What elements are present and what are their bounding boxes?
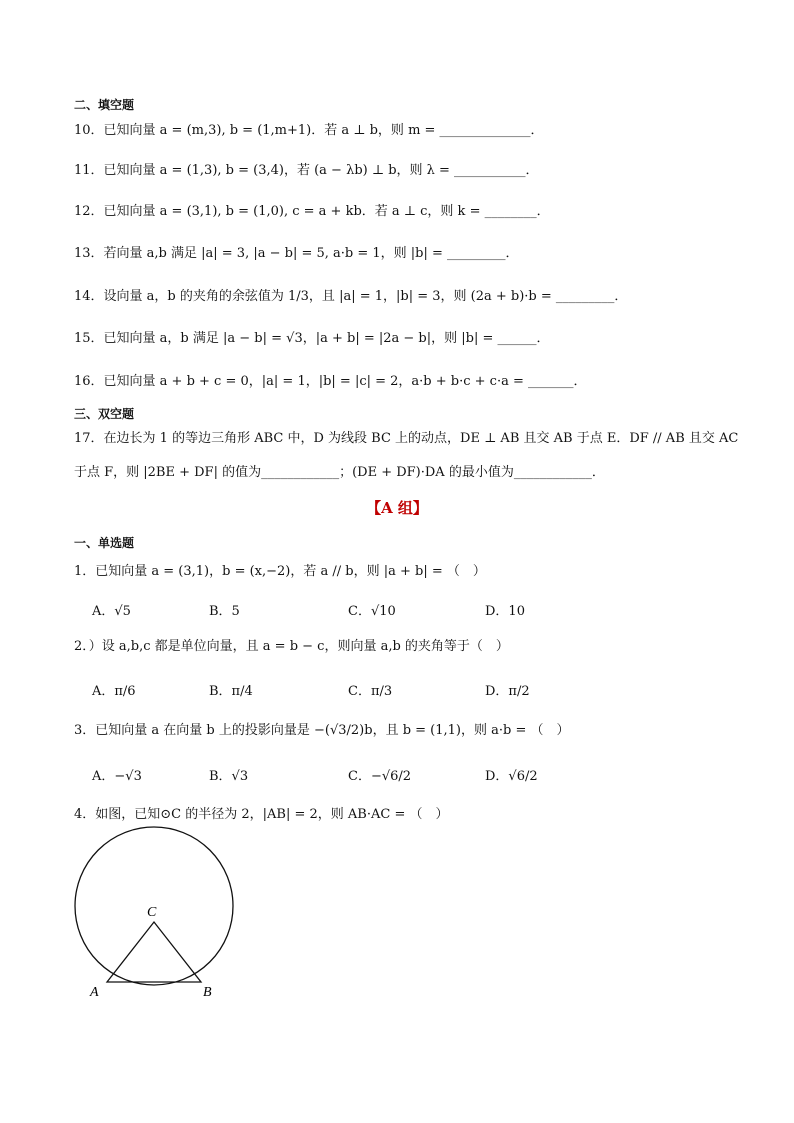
section-double-blank: 三、双空题	[74, 407, 135, 421]
section-fill-blank: 二、填空题	[74, 98, 135, 112]
question-14: 14．设向量 a，b 的夹角的余弦值为 1/3，且 |a| = 1，|b| = 3，则 (2a + b)·b = _________．	[74, 289, 628, 304]
question-15: 15．已知向量 a，b 满足 |a − b| = √3，|a + b| = |2a − b|，则 |b| = ______．	[74, 331, 550, 346]
question-16: 16．已知向量 a + b + c = 0，|a| = 1，|b| = |c| = 2，a·b + b·c + c·a = _______．	[74, 374, 587, 389]
mc-question-4: 4．如图，已知⊙C 的半径为 2，|AB| = 2，则 AB·AC = （ ）	[74, 807, 449, 822]
option-b: B．√3	[209, 769, 249, 784]
option-b: B．5	[209, 604, 240, 619]
section-single-choice: 一、单选题	[74, 536, 135, 550]
label-b: B	[203, 985, 212, 1000]
question-10: 10．已知向量 a = (m,3), b = (1,m+1)．若 a ⊥ b，则 m = ______________．	[74, 123, 544, 138]
question-12: 12．已知向量 a = (3,1), b = (1,0), c = a + kb．若 a ⊥ c，则 k = ________．	[74, 204, 550, 219]
group-a-title: 【A 组】	[366, 499, 428, 517]
question-17-line-1: 17．在边长为 1 的等边三角形 ABC 中，D 为线段 BC 上的动点，DE ⊥ AB 且交 AB 于点 E．DF // AB 且交 AC	[74, 431, 739, 446]
circle-triangle-figure	[70, 826, 250, 1006]
option-c: C．π/3	[348, 684, 393, 699]
triangle-abc	[107, 922, 201, 982]
mc-question-2: 2．）设 a,b,c 都是单位向量，且 a = b − c，则向量 a,b 的夹角等于（ ）	[74, 639, 509, 654]
option-c: C．−√6/2	[348, 769, 412, 784]
option-a: A．√5	[92, 604, 131, 619]
question-17-line-2: 于点 F，则 |2BE + DF| 的值为____________；(DE + DF)·DA 的最小值为____________．	[74, 465, 605, 480]
option-b: B．π/4	[209, 684, 253, 699]
option-d: D．10	[485, 604, 525, 619]
label-c: C	[147, 905, 157, 920]
mc-question-3: 3．已知向量 a 在向量 b 上的投影向量是 −(√3/2)b，且 b = (1,1)，则 a·b = （ ）	[74, 723, 570, 738]
option-c: C．√10	[348, 604, 396, 619]
question-11: 11．已知向量 a = (1,3), b = (3,4)，若 (a − λb) ⊥ b，则 λ = ___________．	[74, 163, 539, 178]
mc-question-1: 1．已知向量 a = (3,1)，b = (x,−2)，若 a // b，则 |a + b| = （ ）	[74, 564, 486, 579]
option-d: D．π/2	[485, 684, 530, 699]
option-a: A．−√3	[92, 769, 142, 784]
option-d: D．√6/2	[485, 769, 538, 784]
option-a: A．π/6	[92, 684, 136, 699]
question-13: 13．若向量 a,b 满足 |a| = 3, |a − b| = 5, a·b = 1，则 |b| = _________．	[74, 246, 519, 261]
label-a: A	[90, 985, 99, 1000]
